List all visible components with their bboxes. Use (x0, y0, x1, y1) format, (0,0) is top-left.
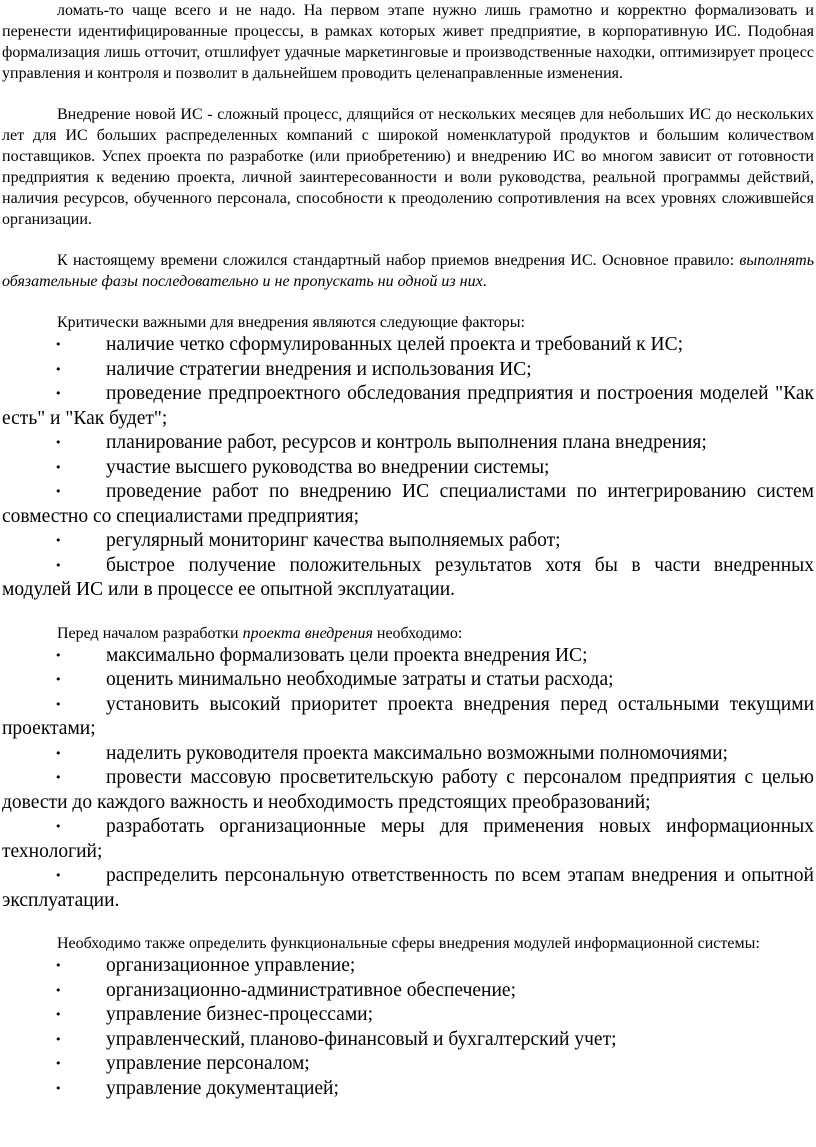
list-item (0, 693, 816, 742)
bullet-icon: • (55, 983, 62, 997)
list-item-text: регулярный мониторинг качества выполняемых работ; (106, 530, 561, 551)
list-item (0, 431, 816, 456)
functional-spheres-list (0, 954, 816, 1101)
list-item-text: наделить руководителя проекта максимально возможными полномочиями; (106, 742, 728, 764)
list-item (0, 529, 816, 554)
bullet-icon: • (55, 1032, 62, 1046)
bullet-icon: • (55, 460, 62, 474)
list-item (0, 979, 816, 1004)
bullet-icon: • (55, 820, 62, 833)
list-item-text: управление документацией; (106, 1077, 339, 1099)
before-project-text: Перед началом разработки (57, 624, 243, 642)
bullet-icon: • (55, 697, 62, 711)
bullet-icon: • (55, 436, 62, 449)
bullet-icon: • (55, 673, 62, 686)
list-item (0, 864, 816, 913)
list-item-text: наличие стратегии внедрения и использования ИС; (106, 358, 532, 380)
list-item-text: разработать организационные меры для применения новых информационных технологий; (2, 816, 814, 862)
paragraph-implementation: Внедрение новой ИС - сложный процесс, длящийся от нескольких месяцев для небольших ИС до нескольких лет для ИС больших распределенных компаний с широкой номенклатурой продуктов и большим количеством поставщиков. Успех проекта по разработке (или приобретению) и внедрению ИС во многом зависит от готовности предприятия к ведению проекта, личной заинтересованности и воли руководства, реальной программы действий, наличия ресурсов, обученного персонала, способности к преодолению сопротивления на всех уровнях сложившейся организации. (2, 106, 814, 228)
bullet-icon: • (55, 485, 62, 498)
before-project-end: необходимо: (372, 624, 463, 642)
list-item-text: проведение работ по внедрению ИС специалистами по интегрированию систем совместно со специалистами предприятия; (2, 481, 814, 527)
list-item (0, 1003, 816, 1028)
list-item (0, 1028, 816, 1053)
list-item (0, 815, 816, 864)
list-item-text: быстрое получение положительных результатов хотя бы в части внедренных модулей ИС или в процессе ее опытной эксплуатации. (2, 554, 814, 600)
list-item-text: управление бизнес-процессами; (106, 1004, 374, 1025)
list-item-text: оценить минимально необходимые затраты и статьи расхода; (106, 669, 614, 690)
paragraph-critical-factors: Критически важными для внедрения являются следующие факторы: (57, 314, 525, 331)
list-item (0, 333, 816, 358)
list-item (0, 358, 816, 383)
bullet-icon: • (55, 746, 62, 760)
list-item-text: распределить персональную ответственность по всем этапам внедрения и опытной эксплуатации. (2, 865, 814, 911)
bullet-icon: • (55, 558, 62, 572)
bullet-icon: • (55, 387, 62, 400)
list-item-text: наличие четко сформулированных целей проекта и требований к ИС; (106, 334, 684, 355)
list-item (0, 644, 816, 669)
list-item-text: провести массовую просветительскую работу с персоналом предприятия с целью довести до каждого важность и необходимость предстоящих преобразований; (2, 767, 814, 813)
main-rule-text: К настоящему времени сложился стандартный набор приемов внедрения ИС. Основное правило: (57, 252, 740, 269)
list-item-text: планирование работ, ресурсов и контроль выполнения плана внедрения; (106, 432, 707, 453)
bullet-icon: • (55, 534, 62, 547)
bullet-icon: • (55, 869, 62, 882)
paragraph-before-project (0, 623, 816, 644)
before-project-italic: проекта внедрения (242, 624, 373, 642)
bullet-icon: • (55, 771, 62, 784)
list-item-text: проведение предпроектного обследования предприятия и построения моделей "Как есть" и "Как будет"; (2, 383, 814, 429)
list-item (0, 668, 816, 693)
list-item-text: установить высокий приоритет проекта внедрения перед остальными текущими проектами; (2, 693, 814, 739)
list-item-text: управление персоналом; (106, 1053, 310, 1074)
list-item (0, 382, 816, 431)
list-item-text: управленческий, планово-финансовый и бухгалтерский учет; (106, 1028, 617, 1050)
before-project-list (0, 644, 816, 914)
list-item (0, 480, 816, 529)
list-item (0, 554, 816, 603)
bullet-icon: • (55, 1057, 62, 1070)
list-item (0, 742, 816, 767)
bullet-icon: • (55, 362, 62, 376)
list-item-text: максимально формализовать цели проекта внедрения ИС; (106, 644, 588, 666)
bullet-icon: • (55, 338, 62, 351)
list-item (0, 456, 816, 481)
paragraph-main-rule (0, 250, 816, 292)
paragraph-intro: ломать-то чаще всего и не надо. На первом этапе нужно лишь грамотно и корректно формализовать и перенести идентифицированные процессы, в рамках которых живет предприятие, в корпоративную ИС. Подобная формализация лишь отточит, отшлифует удачные маркетинговые и производственные находки, оптимизирует процесс управления и контроля и позволит в дальнейшем проводить целенаправленные изменения. (2, 2, 814, 82)
main-rule-end: . (482, 273, 487, 290)
list-item-text: организационно-административное обеспечение; (106, 979, 516, 1001)
bullet-icon: • (55, 959, 62, 972)
list-item (0, 1052, 816, 1077)
list-item (0, 1077, 816, 1102)
list-item-text: участие высшего руководства во внедрении системы; (106, 456, 550, 478)
bullet-icon: • (55, 648, 62, 662)
list-item-text: организационное управление; (106, 955, 356, 976)
main-rule-italic: выполнять обязательные фазы последовательно и не пропускать ни одной из них (2, 252, 814, 290)
list-item (0, 954, 816, 979)
bullet-icon: • (55, 1008, 62, 1021)
bullet-icon: • (55, 1081, 62, 1095)
paragraph-functional-spheres: Необходимо также определить функциональные сферы внедрения модулей информационной системы: (57, 935, 760, 952)
list-item (0, 766, 816, 815)
critical-factors-list (0, 333, 816, 603)
